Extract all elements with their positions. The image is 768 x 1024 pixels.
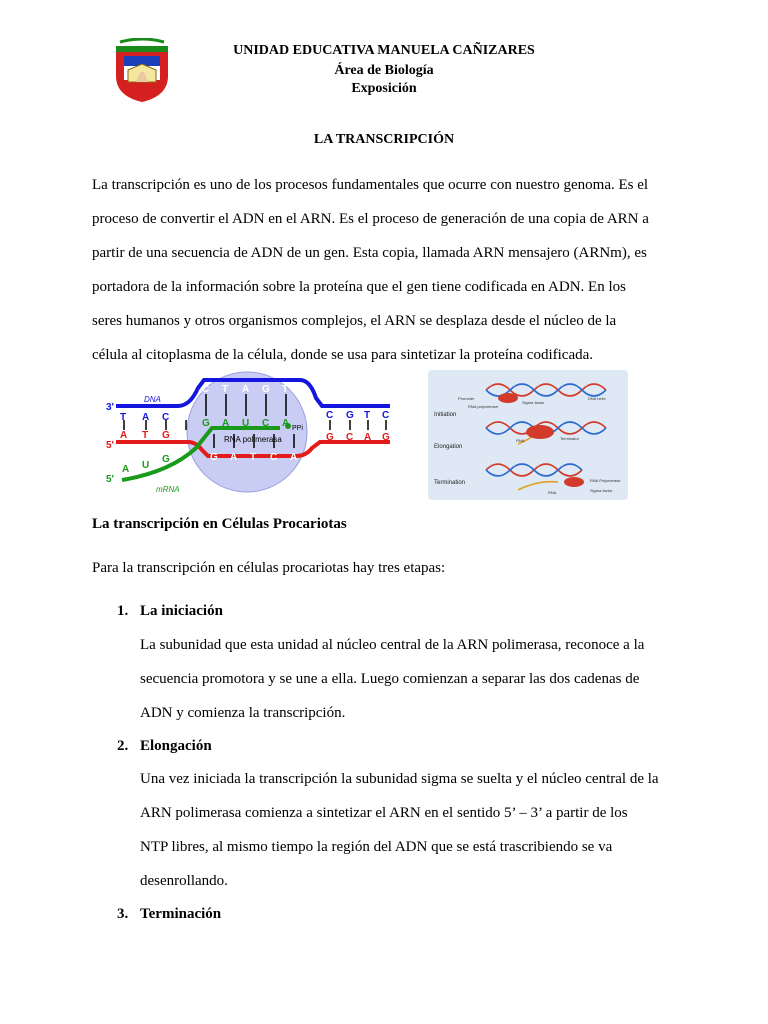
- body-line: ADN y comienza la transcripción.: [140, 705, 346, 721]
- base-right-top: T: [364, 410, 371, 421]
- base-inner-bottom: C: [270, 452, 278, 463]
- base-inner-rna: G: [202, 418, 210, 429]
- base-inner-rna: A: [282, 418, 290, 429]
- base-bottom-left: A: [120, 430, 128, 441]
- intro-line: portadora de la información sobre la proteína que el gen tiene codificada en ADN. En los: [92, 279, 626, 295]
- rna-label-2: RNA: [548, 490, 557, 495]
- list-item-title: Elongación: [140, 738, 212, 754]
- polymerase-label: RNA polimerasa: [224, 435, 282, 444]
- base-inner-top: G: [262, 384, 270, 395]
- document-type: Exposición: [351, 81, 417, 96]
- base-inner-bottom: T: [250, 452, 257, 463]
- base-inner-bottom: A: [230, 452, 238, 463]
- intro-line: proceso de convertir el ADN en el ARN. Es el proceso de generación de una copia de ARN a: [92, 211, 649, 227]
- rna-pol-elongation: [526, 425, 554, 439]
- base-right-top: C: [326, 410, 334, 421]
- base-top-left: A: [142, 412, 150, 423]
- intro-line: célula al citoplasma de la célula, donde se usa para sintetizar la proteína codificada.: [92, 347, 594, 363]
- sigma-label: Sigma factor: [522, 400, 545, 405]
- body-line: ARN polimerasa comienza a sintetizar el ARN en el sentido 5’ – 3’ a partir de los: [140, 805, 628, 821]
- base-right-bottom: G: [326, 432, 334, 443]
- body-line: Una vez iniciada la transcripción la subunidad sigma se suelta y el núcleo central de la: [140, 771, 659, 787]
- transcription-diagram: [100, 368, 400, 504]
- list-item-title: Terminación: [140, 906, 222, 922]
- base-inner-bottom: A: [290, 452, 298, 463]
- base-inner-top: T: [282, 384, 289, 395]
- dna-helix-label: DNA helix: [588, 396, 606, 401]
- base-inner-rna: C: [262, 418, 270, 429]
- end-5-label: 5': [106, 440, 114, 451]
- base-rna-left: A: [122, 464, 130, 475]
- section-heading: La transcripción en Células Procariotas: [92, 516, 347, 532]
- body-line: desenrollando.: [140, 873, 228, 889]
- rna-label: RNA: [516, 438, 525, 443]
- base-right-top: C: [382, 410, 390, 421]
- base-right-bottom: C: [346, 432, 354, 443]
- base-inner-top: A: [242, 384, 250, 395]
- rna-pol-label: RNA polymerase: [468, 404, 499, 409]
- sigma-label-2: Sigma factor: [590, 488, 613, 493]
- base-rna-left: U: [142, 460, 150, 471]
- list-number: 2.: [117, 738, 129, 754]
- stage-label-termination: Termination: [434, 480, 466, 486]
- intro-line: partir de una secuencia de ADN de un gen. Esta copia, llamada ARN mensajero (ARNm), es: [92, 245, 647, 261]
- ppi-label: PPi: [292, 425, 303, 432]
- rna-pol-termination: [564, 477, 584, 487]
- list-item-body: [140, 628, 678, 730]
- end-5-mrna-label: 5': [106, 474, 114, 485]
- base-top-left: C: [162, 412, 170, 423]
- school-name: UNIDAD EDUCATIVA MANUELA CAÑIZARES: [233, 43, 535, 58]
- section-intro: Para la transcripción en células procariotas hay tres etapas:: [92, 560, 446, 576]
- dna-label: DNA: [144, 395, 161, 404]
- promoter-label: Promoter: [458, 396, 475, 401]
- stage-label-initiation: Initiation: [434, 412, 457, 418]
- base-inner-bottom: G: [210, 452, 218, 463]
- rna-pol-label-2: RNA Polymerase: [590, 478, 621, 483]
- list-number: 1.: [117, 603, 129, 619]
- base-bottom-left: T: [142, 430, 149, 441]
- base-inner-rna: A: [222, 418, 230, 429]
- base-rna-left: G: [162, 454, 170, 465]
- base-inner-top: T: [222, 384, 229, 395]
- body-line: NTP libres, al mismo tiempo la región del ADN que se está trascribiendo se va: [140, 839, 613, 855]
- rna-pol-initiation: [498, 393, 518, 403]
- page-title: LA TRANSCRIPCIÓN: [313, 132, 455, 147]
- stage-label-elongation: Elongation: [434, 444, 463, 450]
- base-top-left: T: [120, 412, 127, 423]
- helix-termination: [486, 464, 582, 490]
- stages-diagram: [428, 370, 628, 500]
- base-right-top: G: [346, 410, 354, 421]
- body-line: La subunidad que esta unidad al núcleo central de la ARN polimerasa, reconoce a la: [140, 637, 645, 653]
- end-3-label: 3': [106, 402, 114, 413]
- base-right-bottom: G: [382, 432, 390, 443]
- list-item-title: La iniciación: [140, 603, 223, 619]
- intro-paragraph: [92, 168, 676, 372]
- intro-line: La transcripción es uno de los procesos fundamentales que ocurre con nuestro genoma. Es el: [92, 177, 649, 193]
- base-inner-rna: U: [242, 418, 250, 429]
- base-bottom-left: G: [162, 430, 170, 441]
- base-right-bottom: A: [364, 432, 372, 443]
- list-number: 3.: [117, 906, 129, 922]
- area-name: Área de Biología: [334, 63, 434, 78]
- body-line: secuencia promotora y se une a ella. Luego comienzan a separar las dos cadenas de: [140, 671, 640, 687]
- terminator-label: Terminator: [560, 436, 579, 441]
- list-item-body: [140, 762, 678, 898]
- base-inner-top: C: [202, 384, 210, 395]
- intro-line: seres humanos y otros organismos complejos, el ARN se desplaza desde el núcleo de la: [92, 313, 617, 329]
- mrna-label: mRNA: [156, 485, 180, 494]
